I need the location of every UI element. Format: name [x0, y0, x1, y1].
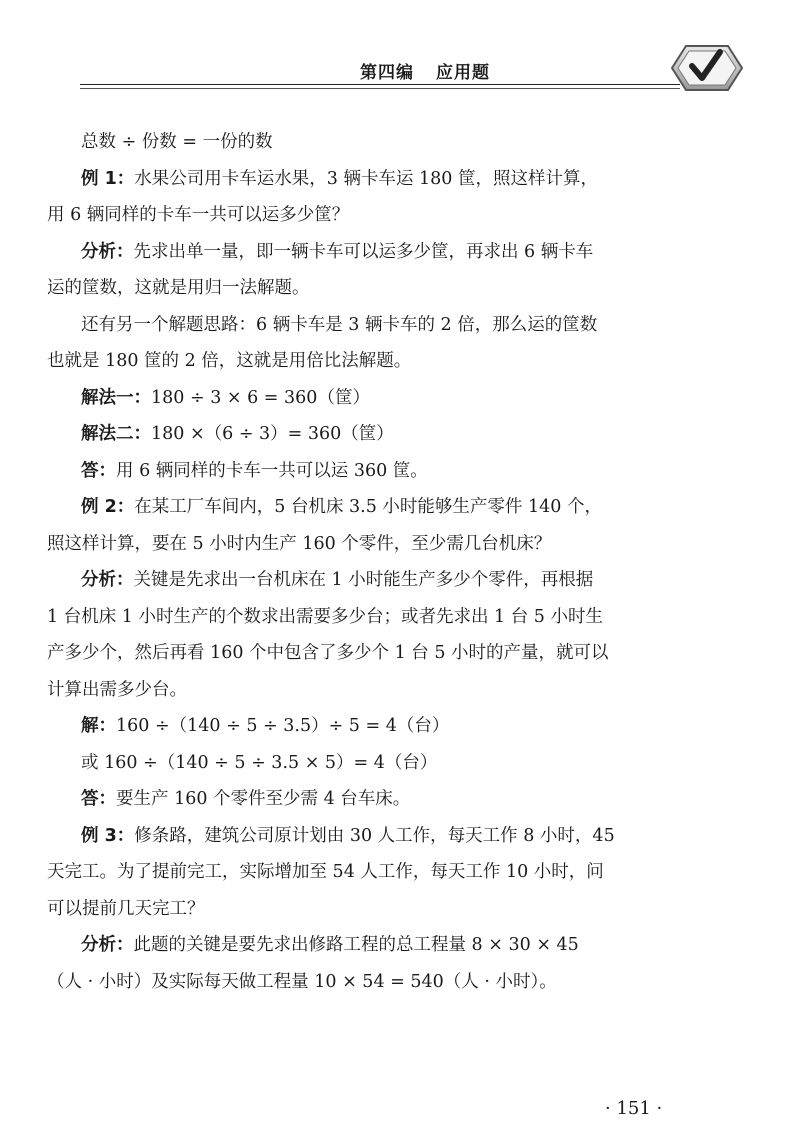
analysis-2-text-3: 产多少个，然后再看 160 个中包含了多少个 1 台 5 小时的产量，就可以 [47, 643, 609, 663]
answer-2-text: 要生产 160 个零件至少需 4 台车床。 [116, 789, 411, 809]
analysis-1-label: 分析： [81, 241, 134, 262]
answer-2 [47, 781, 697, 818]
method-2 [47, 416, 697, 453]
example-2-text-2: 照这样计算，要在 5 小时内生产 160 个零件，至少需几台机床？ [47, 533, 552, 554]
analysis-3-label: 分析： [81, 935, 134, 955]
alternative-1-text-2: 也就是 180 筐的 2 倍，这就是用倍比法解题。 [47, 351, 412, 371]
solution-2 [47, 708, 697, 745]
method-1-label: 解法一： [81, 387, 151, 408]
page-body [47, 124, 697, 1000]
example-2-text-1: 在某工厂车间内，5 台机床 3.5 小时能够生产零件 140 个， [134, 497, 602, 517]
method-1 [47, 380, 697, 417]
answer-2-label: 答： [81, 789, 116, 809]
example-3 [47, 818, 697, 855]
header-chapter-title: 应用题 [436, 63, 490, 83]
method-2-text: 180 ×（6 ÷ 3）= 360（筐） [151, 424, 394, 444]
method-2-label: 解法二： [81, 424, 151, 444]
alternative-1-text-1: 还有另一个解题思路：6 辆卡车是 3 辆卡车的 2 倍，那么运的筐数 [81, 314, 598, 335]
analysis-2-text-1: 关键是先求出一台机床在 1 小时能生产多少个零件，再根据 [133, 570, 594, 590]
example-1-text-2: 用 6 辆同样的卡车一共可以运多少筐？ [47, 205, 350, 225]
analysis-1 [47, 234, 697, 271]
example-3-text-3: 可以提前几天完工？ [47, 898, 205, 919]
solution-2-label: 解： [81, 716, 116, 736]
example-2 [47, 489, 697, 526]
analysis-2-text-2: 1 台机床 1 小时生产的个数求出需要多少台；或者先求出 1 台 5 小时生 [47, 606, 603, 627]
example-3-text-1: 修条路，建筑公司原计划由 30 人工作，每天工作 8 小时，45 [134, 825, 615, 846]
solution-2-alternative: 或 160 ÷（140 ÷ 5 ÷ 3.5 × 5）= 4（台） [81, 752, 438, 773]
example-3-label: 例 3： [81, 825, 135, 846]
answer-1 [47, 453, 697, 490]
running-header [0, 0, 800, 100]
page-number: · 151 · [605, 1098, 663, 1119]
check-mark-emblem-icon [662, 38, 748, 96]
analysis-3 [47, 927, 697, 964]
analysis-1-text-1: 先求出单一量，即一辆卡车可以运多少筐，再求出 6 辆卡车 [133, 241, 594, 262]
example-1-label: 例 1： [81, 168, 135, 189]
example-2-label: 例 2： [81, 497, 135, 517]
example-3-text-2: 天完工。为了提前完工，实际增加至 54 人工作，每天工作 10 小时，问 [47, 862, 604, 882]
example-1-text-1: 水果公司用卡车运水果，3 辆卡车运 180 筐，照这样计算， [134, 168, 599, 189]
header-rule-thin [80, 88, 680, 89]
analysis-2-text-4: 计算出需多少台。 [47, 679, 187, 700]
analysis-2-label: 分析： [81, 570, 134, 590]
analysis-1-text-2: 运的筐数，这就是用归一法解题。 [47, 278, 310, 298]
answer-1-text: 用 6 辆同样的卡车一共可以运 360 筐。 [116, 460, 428, 481]
formula-line: 总数 ÷ 份数 = 一份的数 [81, 132, 273, 152]
analysis-3-text-1: 此题的关键是要先求出修路工程的总工程量 8 × 30 × 45 [133, 935, 579, 955]
analysis-3-text-2: （人 · 小时）及实际每天做工程量 10 × 54 = 540（人 · 小时）。 [47, 971, 557, 992]
analysis-2 [47, 562, 697, 599]
solution-2-text: 160 ÷（140 ÷ 5 ÷ 3.5）÷ 5 = 4（台） [116, 716, 450, 736]
answer-1-label: 答： [81, 460, 116, 481]
example-1 [47, 161, 697, 198]
method-1-text: 180 ÷ 3 × 6 = 360（筐） [151, 387, 370, 408]
header-part: 第四编 [360, 63, 414, 83]
header-title [360, 58, 490, 83]
header-rule [80, 84, 680, 85]
